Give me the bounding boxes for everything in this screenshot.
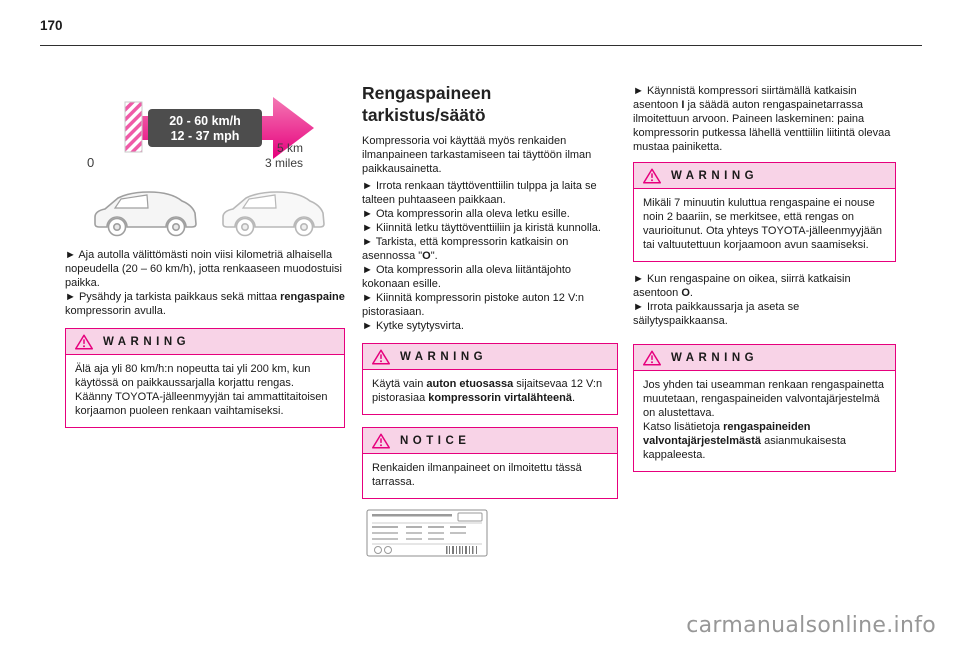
- warning-text: Jos yhden tai useamman renkaan rengaspainetta muutetaan, rengaspaineiden valvontajärjestelmä on alustettava.: [643, 379, 884, 419]
- step-switch-off: [633, 272, 896, 300]
- text-segment-bold: auton etuosassa: [426, 378, 514, 390]
- left-paragraph-drive: ► Aja autolla välittömästi noin viisi kilometriä alhaisella nopeudella (20 – 60 km/h), jotta renkaaseen muodostuisi paikka.: [65, 249, 343, 289]
- step-take-hose: ► Ota kompressorin alla oleva letku esille.: [362, 208, 570, 220]
- notice-header: [363, 428, 617, 454]
- distance-km-label: 5 km: [276, 141, 303, 155]
- warning-box-speed-limit: [65, 328, 345, 428]
- origin-label: 0: [87, 155, 95, 170]
- column-middle: [362, 83, 618, 557]
- step-attach-hose: ► Kiinnitä letku täyttöventtiiliin ja kiristä kunnolla.: [362, 222, 601, 234]
- warning-title: WARNING: [671, 351, 759, 364]
- step-check-switch: [362, 235, 618, 263]
- warning-triangle-icon: [75, 334, 93, 350]
- step-ignition-on: ► Kytke sytytysvirta.: [362, 320, 464, 332]
- text-segment-bold: rengaspaine: [280, 291, 345, 303]
- left-paragraph-check-pressure: [65, 290, 345, 318]
- tire-pressure-label-illustration: [366, 509, 618, 557]
- car-right-icon: [223, 192, 324, 236]
- text-segment: ► Pysähdy ja tarkista paikkaus sekä mittaa: [65, 291, 281, 303]
- notice-text: Renkaiden ilmanpaineet on ilmoitettu tässä tarrassa.: [372, 462, 582, 488]
- notice-body: [363, 454, 617, 498]
- warning-header: [363, 344, 617, 370]
- watermark: carmanualsonline.info: [686, 613, 936, 638]
- step-plug-socket: ► Kiinnitä kompressorin pistoke auton 12 V:n pistorasiaan.: [362, 292, 585, 318]
- start-marker-stripe: [125, 102, 142, 152]
- step-remove-valve-cap: ► Irrota renkaan täyttöventtiilin tulppa ja laita se talteen puhtaaseen paikkaan.: [362, 180, 597, 206]
- text-segment-bold: kompressorin virtalähteenä: [428, 392, 572, 404]
- text-segment: Katso lisätietoja: [643, 421, 724, 433]
- speed-sign-line2: 12 - 37 mph: [170, 129, 240, 143]
- text-segment: Käytä vain: [372, 378, 427, 390]
- text-segment: asianmukaisesta kappaleesta.: [643, 435, 847, 461]
- tire-pressure-placard-graphic: [366, 509, 488, 557]
- text-segment: ► Kun rengaspaine on oikea, siirrä katkaisin asentoon: [633, 273, 851, 299]
- warning-triangle-icon: [643, 168, 661, 184]
- warning-box-power-socket: [362, 343, 618, 415]
- warning-title: WARNING: [400, 350, 488, 363]
- cars-illustration: [85, 181, 345, 238]
- warning-text: Käänny TOYOTA-jälleenmyyjän tai ammattitaitoisen korjaamon puoleen renkaan vaihtamiseksi.: [75, 391, 328, 417]
- warning-header: [634, 163, 895, 189]
- warning-title: WARNING: [671, 169, 759, 182]
- step-start-compressor: [633, 84, 896, 154]
- direction-arrow-graphic: [85, 88, 338, 173]
- cars-graphic: [85, 181, 338, 238]
- warning-text: Älä aja yli 80 km/h:n nopeutta tai yli 200 km, kun käytössä on paikkaussarjalla korjattu rengas.: [75, 363, 311, 389]
- text-segment: ► Tarkista, että kompressorin katkaisin on asennossa ": [362, 236, 569, 262]
- distance-miles-label: 3 miles: [264, 156, 303, 170]
- text-segment: ► Käynnistä kompressori siirtämällä katkaisin asentoon: [633, 85, 857, 111]
- speed-sign-line1: 20 - 60 km/h: [169, 114, 241, 128]
- text-segment: .: [689, 287, 693, 299]
- warning-body: [363, 370, 617, 414]
- warning-triangle-icon: [372, 349, 390, 365]
- warning-box-tpms-reset: [633, 344, 896, 472]
- column-right: [633, 84, 896, 472]
- warning-triangle-icon: [643, 350, 661, 366]
- section-intro: Kompressoria voi käyttää myös renkaiden ilmanpaineen tarkastamiseen tai täyttöön ilman paikkausainetta.: [362, 135, 592, 175]
- distance-speed-illustration: [85, 88, 345, 173]
- warning-box-pressure-rise: [633, 162, 896, 262]
- text-segment: kompressorin avulla.: [65, 305, 166, 317]
- warning-body: [634, 371, 895, 471]
- text-segment-bold: I: [681, 99, 685, 111]
- warning-body: [634, 189, 895, 261]
- text-segment: ja säädä auton rengaspainetarrassa ilmoitettuun arvoon. Paineen laskeminen: paina kompressorin putkessa lähellä venttiilin liitintä olevaa mustaa painiketta.: [633, 99, 891, 153]
- notice-title: NOTICE: [400, 434, 471, 447]
- text-segment: .: [571, 392, 575, 404]
- text-segment-bold: rengaspaineiden valvontajärjestelmästä: [643, 421, 811, 447]
- warning-header: [66, 329, 344, 355]
- page-number: 170: [40, 18, 63, 33]
- notice-box-pressure-label: [362, 427, 618, 499]
- text-segment: sijaitsevaa 12 V:n pistorasiaa: [372, 378, 603, 404]
- warning-body: [66, 355, 344, 427]
- text-segment: ".: [430, 250, 438, 262]
- notice-triangle-icon: [372, 433, 390, 449]
- warning-text: [372, 377, 608, 405]
- column-left: [65, 88, 345, 428]
- text-segment-bold: O: [681, 287, 690, 299]
- warning-title: WARNING: [103, 335, 191, 348]
- section-title: Rengaspaineen tarkistus/säätö: [362, 83, 492, 125]
- step-stow-kit: ► Irrota paikkaussarja ja aseta se säilytyspaikkaansa.: [633, 301, 800, 327]
- header-rule: [40, 45, 922, 46]
- warning-text: Mikäli 7 minuutin kuluttua rengaspaine ei nouse noin 2 baariin, se merkitsee, että rengas on vaurioitunut. Ota yhteys TOYOTA-jälleenmyyjään tai valtuutettuun korjaamoon avun saamiseksi.: [643, 197, 883, 251]
- warning-text: [643, 420, 886, 462]
- warning-header: [634, 345, 895, 371]
- step-take-cable: ► Ota kompressorin alla oleva liitäntäjohto kokonaan esille.: [362, 264, 571, 290]
- car-left-icon: [95, 192, 196, 236]
- text-segment-bold: O: [422, 250, 431, 262]
